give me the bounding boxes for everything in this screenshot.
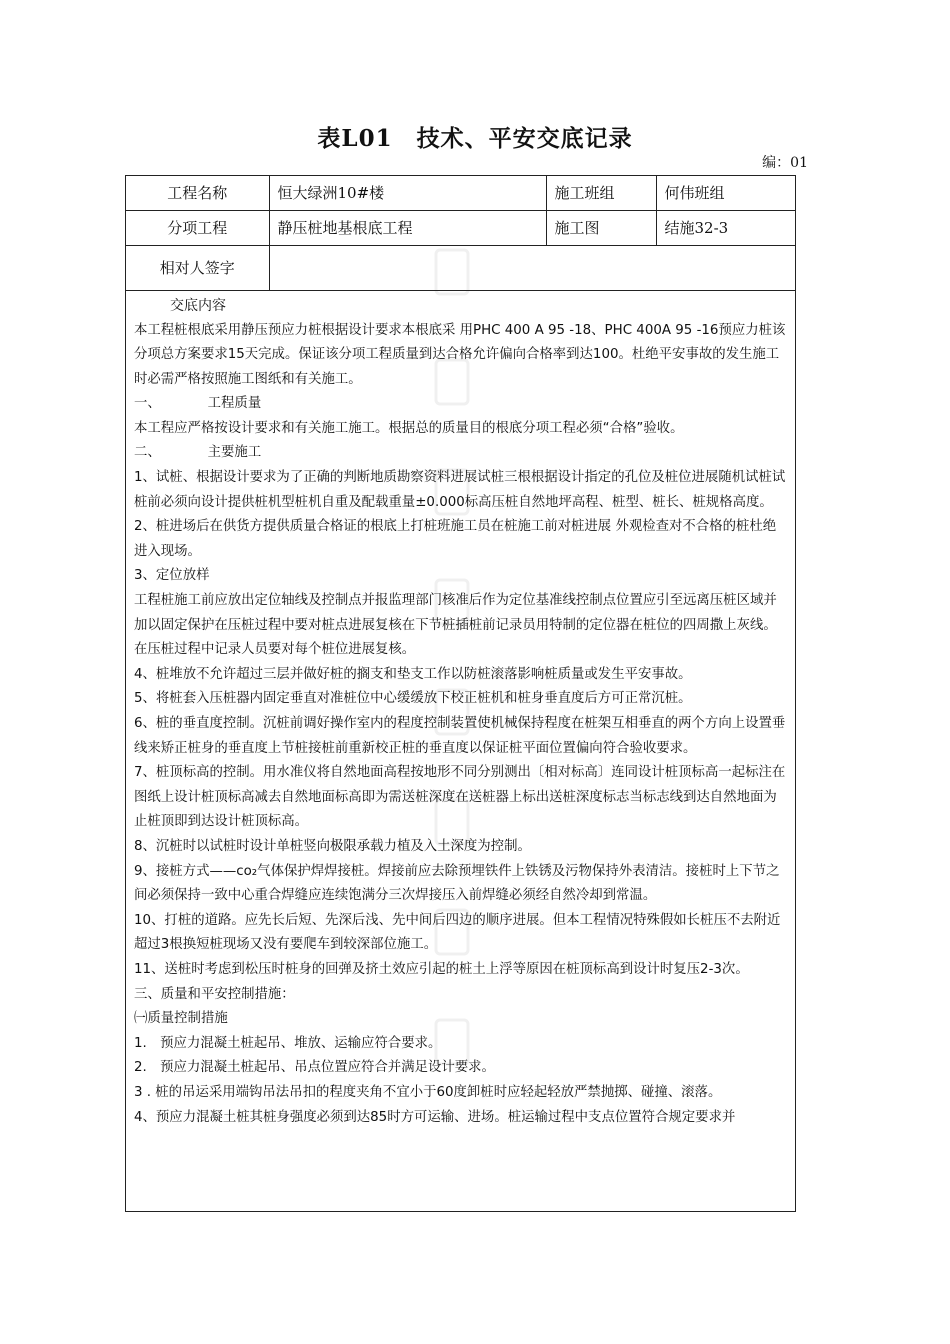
content-heading: 交底内容 [170, 297, 226, 314]
content-paragraph: 三、质量和平安控制措施： [134, 986, 295, 1002]
signature-value [269, 245, 796, 290]
content-paragraph: 二、 主要施工 [134, 445, 262, 461]
project-name-value: 恒大绿洲10#楼 [269, 176, 546, 210]
document-title: 表L01 技术、平安交底记录 [317, 125, 633, 152]
header-table [126, 176, 796, 291]
content-paragraph: 工程桩施工前应放出定位轴线及控制点并报监理部门核准后作为定位基准线控制点位置应引至远离压桩区域并加以固定保护在压桩过程中要对桩点进展复核在下节桩插桩前记录员用特制的定位器在桩位的四周撒上灰线。在压桩过程中记录人员要对每个桩位进展复核。 [134, 593, 777, 658]
content-paragraph: 10、打桩的道路。应先长后短、先深后浅、先中间后四边的顺序进展。但本工程情况特殊假如长桩压不去附近超过3根换短桩现场又没有要爬车到较深部位施工。 [134, 912, 781, 953]
content-paragraph: 2、桩进场后在供货方提供质量合格证的根底上打桩班施工员在桩施工前对桩进展 外观检查对不合格的桩杜绝进入现场。 [134, 519, 777, 559]
team-label: 施工班组 [546, 176, 656, 210]
content-paragraph: 1、试桩、根据设计要求为了正确的判断地质勘察资料进展试桩三根根据设计指定的孔位及桩位进展随机试桩试桩前必须向设计提供桩机型桩机自重及配载重量±0.000标高压桩自然地坪高程、桩型、桩长、桩规格高度。 [134, 470, 786, 510]
content-paragraph: 6、桩的垂直度控制。沉桩前调好操作室内的程度控制装置使机械保持程度在桩架互相垂直的两个方向上设置垂线来矫正桩身的垂直度上节桩接桩前重新校正桩的垂直度以保证桩平面位置偏向符合验收要求。 [134, 716, 786, 756]
content-paragraph: 一、 工程质量 [134, 396, 262, 412]
content-paragraph: 2. 预应力混凝土桩起吊、吊点位置应符合并满足设计要求。 [134, 1060, 495, 1076]
content-paragraph: 3 . 桩的吊运采用端钩吊法吊扣的程度夹角不宜小于60度卸桩时应轻起轻放严禁抛掷、碰撞、滚落。 [134, 1084, 722, 1100]
content-paragraph: 4、桩堆放不允许超过三层并做好桩的搁支和垫支工作以防桩滚落影响桩质量或发生平安事故。 [134, 666, 692, 682]
signature-label: 相对人签字 [126, 245, 269, 290]
content-paragraph: 本工程应严格按设计要求和有关施工施工。根据总的质量目的根底分项工程必须“合格”验收。 [134, 420, 684, 436]
content-paragraph: 本工程桩根底采用静压预应力桩根据设计要求本根底采 用PHC 400 A 95 -18、PHC 400A 95 -16预应力桩该分项总方案要求15天完成。保证该分项工程质量到达合格允许偏向合格率到达100。杜绝平安事故的发生施工时必需严格按照施工图纸和有关施工。 [134, 322, 786, 387]
subproject-value: 静压桩地基根底工程 [269, 210, 546, 245]
header-row-signature [126, 245, 796, 290]
header-row-project [126, 176, 796, 210]
content-paragraph: 11、送桩时考虑到松压时桩身的回弹及挤土效应引起的桩土上浮等原因在桩顶标高到设计时复压2-3次。 [134, 961, 749, 977]
content-paragraph: 7、桩顶标高的控制。用水准仪将自然地面高程按地形不同分别测出〔相对标高〕连同设计桩顶标高一起标注在图纸上设计桩顶标高减去自然地面标高即为需送桩深度在送桩器上标出送桩深度标志当标志线到达自然地面为止桩顶即到达设计桩顶标高。 [134, 765, 786, 830]
content-paragraph: 5、将桩套入压桩器内固定垂直对准桩位中心缓缓放下校正桩机和桩身垂直度后方可正常沉桩。 [134, 691, 692, 707]
header-row-subproject [126, 210, 796, 245]
document-serial: 编：01 [762, 155, 808, 171]
briefing-record-table [125, 175, 796, 1212]
drawing-value: 结施32-3 [656, 210, 796, 245]
team-value: 何伟班组 [656, 176, 796, 210]
content-paragraph: 3、定位放样 [134, 568, 210, 584]
briefing-content [126, 291, 795, 1131]
subproject-label: 分项工程 [126, 210, 269, 245]
content-paragraph: ㈠质量控制措施 [134, 1011, 228, 1027]
content-paragraph: 8、沉桩时以试桩时设计单桩竖向极限承载力植及入土深度为控制。 [134, 838, 531, 854]
content-paragraph: 1. 预应力混凝土桩起吊、堆放、运输应符合要求。 [134, 1035, 442, 1051]
content-paragraph: 9、接桩方式——co₂气体保护焊焊接桩。焊接前应去除预埋铁件上铁锈及污物保持外表清洁。接桩时上下节之间必须保持一致中心重合焊缝应连续饱满分三次焊接压入前焊缝必须经自然冷却到常温。 [134, 863, 780, 904]
content-paragraph: 4、预应力混凝土桩其桩身强度必须到达85时方可运输、进场。桩运输过程中支点位置符合规定要求并 [134, 1109, 736, 1125]
drawing-label: 施工图 [546, 210, 656, 245]
project-name-label: 工程名称 [126, 176, 269, 210]
